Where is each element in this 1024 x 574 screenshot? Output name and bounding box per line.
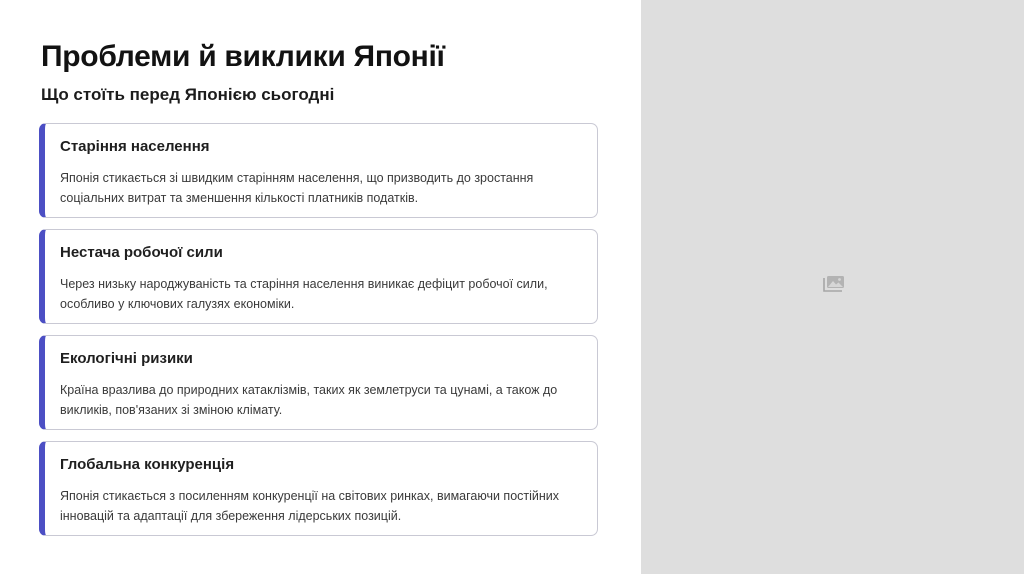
image-placeholder-icon xyxy=(823,275,845,293)
card-title: Глобальна конкуренція xyxy=(60,456,235,473)
card-title: Старіння населення xyxy=(60,138,210,155)
card-text: Через низьку народжуваність та старіння населення виникає дефіцит робочої сили, особливо у ключових галузях економіки. xyxy=(60,277,548,311)
page-subtitle: Що стоїть перед Японією сьогодні xyxy=(41,85,335,104)
challenge-cards xyxy=(39,123,598,547)
card-aging-population xyxy=(39,123,598,218)
card-labor-shortage xyxy=(39,229,598,324)
page-title: Проблеми й виклики Японії xyxy=(41,40,445,73)
card-title: Екологічні ризики xyxy=(60,350,193,367)
card-text: Японія стикається зі швидким старінням населення, що призводить до зростання соціальних витрат та зменшення кількості платників податків. xyxy=(60,171,534,205)
card-title: Нестача робочої сили xyxy=(60,244,223,261)
card-ecological-risks xyxy=(39,335,598,430)
card-text: Японія стикається з посиленням конкуренції на світових ринках, вимагаючи постійних інновацій та адаптації для збереження лідерських позицій. xyxy=(60,489,560,523)
card-text: Країна вразлива до природних катаклізмів, таких як землетруси та цунамі, а також до викликів, пов'язаних зі зміною клімату. xyxy=(60,383,558,417)
card-global-competition xyxy=(39,441,598,536)
